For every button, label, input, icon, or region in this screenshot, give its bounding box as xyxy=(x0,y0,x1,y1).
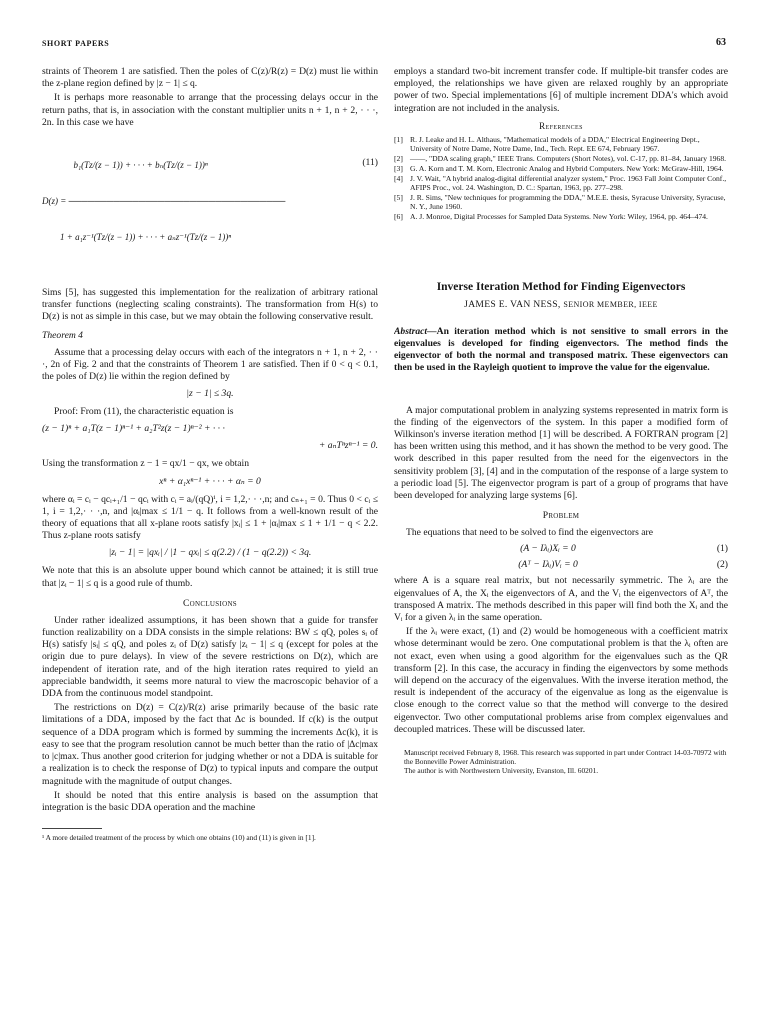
paragraph: If the λᵢ were exact, (1) and (2) would be homogeneous with a coefficient matrix whose determinant would be zero. One computational problem is that the λᵢ often are not exact, even when using a good algorithm for the eigenvalues such as the QR transform [2]. In this case, the accuracy in finding the eigenvectors by some methods will depend on the accuracy of the eigenvalues. With the inverse iteration method, the result is independent of the accuracy of the eigenvalue as long as the eigenvalue is close enough to the correct value so that the method will converge to the desired eigenvector. Two other computational problems arise from complex eigenvalues and decoupled matrices. These will be discussed later. xyxy=(394,626,728,735)
theorem-label: Theorem 4 xyxy=(42,329,83,341)
equation-polynomial: xⁿ + α₁xⁿ⁻¹ + · · · + αₙ = 0 xyxy=(159,475,261,487)
equation-11 xyxy=(42,135,378,279)
paragraph: The restrictions on D(z) = C(z)/R(z) arise primarily because of the basic rate limitations of a DDA, imposed by the fact that Δc is bounded. If c(k) is the output sequence of a DDA program which is formed by summing the increments Δc(k), it is easy to see that the program resolution cannot be much better than the ratio of |Δc|max to |c|max. Thus another good criterion for judging whether or not a DDA is suitable for a realization is to check the response of D(z) to typical inputs and compare the output magnitude with the magnitude of output changes. xyxy=(42,702,378,787)
equation-number: (2) xyxy=(716,559,728,571)
paragraph: The equations that need to be solved to find the eigenvectors are xyxy=(406,527,653,539)
abstract-text: An iteration method which is not sensitive to small errors in the eigenvalues is developed for finding eigenvectors. The method finds the eigenvector of both the normal and transposed matrix. These eigenvectors can then be used in the Rayleigh quotient to improve the value for the eigenvalue. xyxy=(394,325,728,374)
paragraph: Under rather idealized assumptions, it has been shown that a guide for transfer function realizability on a DDA consists in the simple relations: BW ≤ qQ, poles sᵢ of H(s) satisfy |sᵢ| ≤ qQ, and poles zᵢ of D(z) satisfy |zᵢ − 1| ≤ q (except for poles at the origin due to pure delays). In view of the severe restrictions on D(z), which are independent of iteration rate, and of the high iteration rates required to yield an appreciable bandwidth, it seems more natural to view the macroscopic behavior of a DDA from the continuous model standpoint. xyxy=(42,614,378,700)
reference-item: [4] J. V. Wait, "A hybrid analog-digital differential analyzer system," Proc. 1963 Fall Joint Computer Conf., AFIPS Proc., vol. 24. Washington, D. C.: Spartan, 1963, pp. 277–298. xyxy=(394,173,727,192)
abstract-label: Abstract— xyxy=(394,325,437,337)
references-heading: References xyxy=(539,120,583,131)
article-title: Inverse Iteration Method for Finding Eigenvectors xyxy=(436,280,686,293)
section-heading-conclusions: Conclusions xyxy=(182,597,238,609)
equation-11-denominator: 1 + a₁z⁻¹(Tz/(z − 1)) + · · · + aₙz⁻¹(Tz/(z − 1))ⁿ xyxy=(42,232,232,243)
reference-item: [6] A. J. Monroe, Digital Processes for Sampled Data Systems. New York: Wiley, 1964, pp. 464–474. xyxy=(394,211,708,221)
equation-region: |z − 1| ≤ 3q. xyxy=(186,388,234,400)
paragraph: employs a standard two-bit increment transfer code. If multiple-bit transfer codes are employed, the relationships we have given are relaxed roughly by an appropriate power of two. Special implementations [6] of multiple increment DDA's which avoid integration are not included in the analysis. xyxy=(394,66,728,114)
page-number: 63 xyxy=(716,37,726,48)
paragraph: Assume that a processing delay occurs with each of the integrators n + 1, n + 2, · · ·, 2n of Fig. 2 and that the constraints of Theorem 1 are satisfied. Then if 0 < q < 0.1, the poles of D(z) lie within the region defined by xyxy=(42,346,378,383)
reference-item: [2] ——, "DDA scaling graph," IEEE Trans. Computers (Short Notes), vol. C-17, pp. 81–84, January 1968. xyxy=(394,153,727,163)
paragraph: where αᵢ = cᵢ − qcᵢ₊₁/1 − qcᵢ with cᵢ = aᵢ/(qQ)ⁱ, i = 1,2,· · ·,n; and cₙ₊₁ = 0. Thus 0 < cᵢ ≤ 1, i = 1,2,· · ·,n, and |αᵢ|max ≤ 1/1 − q. It follows from a well-known result of the theory of equations that all x-plane roots satisfy |xᵢ| ≤ 1 + |αᵢ|max ≤ 1 + 1/1 − q < 2.2. Thus z-plane roots satisfy xyxy=(42,493,378,542)
reference-item: [3] G. A. Korn and T. M. Korn, Electronic Analog and Hybrid Computers. New York: McGraw-Hill, 1964. xyxy=(394,163,724,173)
author-name: JAMES E. VAN NESS, xyxy=(464,298,561,310)
author-affiliation: The author is with Northwestern University, Evanston, Ill. 60201. xyxy=(404,766,599,776)
manuscript-note xyxy=(394,748,728,775)
equation-characteristic-line2: + aₙTⁿzⁿ⁻¹ = 0. xyxy=(318,440,378,452)
reference-list xyxy=(394,135,728,221)
paragraph: We note that this is an absolute upper bound which cannot be attained; it is still true that |zᵢ − 1| ≤ q is a good rule of thumb. xyxy=(42,565,378,589)
equation-2 xyxy=(394,559,728,570)
equation-1 xyxy=(394,543,728,554)
abstract xyxy=(394,326,728,375)
right-column xyxy=(394,66,728,1004)
equation-bound: |zᵢ − 1| = |qxᵢ| / |1 − qxᵢ| ≤ q(2.2) / (1 − q(2.2)) < 3q. xyxy=(108,547,312,559)
paragraph: It is perhaps more reasonable to arrange that the processing delays occur in the return paths, that is, in association with the constant multiplier units n + 1, n + 2, · · ·, 2n. In this case we have xyxy=(42,92,378,128)
reference-item: [1] R. J. Leake and H. L. Althaus, "Mathematical models of a DDA," Electrical Engineering Dept., University of Notre Dame, Notre Dame, Ind., Tech. Rept. EE 674, February 1967. xyxy=(394,134,700,153)
running-header-title: SHORT PAPERS xyxy=(42,39,110,48)
paragraph: It should be noted that this entire analysis is based on the assumption that integration is the basic DDA operation and the machine xyxy=(42,789,378,813)
author-byline xyxy=(394,299,728,310)
paragraph: straints of Theorem 1 are satisfied. Then the poles of C(z)/R(z) = D(z) must lie within the z-plane region defined by |z − 1| ≤ q. xyxy=(42,66,378,90)
equation-1-body: (A − Iλᵢ)Xᵢ = 0 xyxy=(520,543,576,555)
paragraph: Sims [5], has suggested this implementation for the realization of arbitrary rational transfer functions (neglecting scaling constraints). The transformation from H(s) to D(z) is not as simple in this case, but we may obtain the following conservative result. xyxy=(42,287,378,323)
reference-item: [5] J. R. Sims, "New techniques for programming the DDA," M.E.E. thesis, Syracuse University, Syracuse, N. Y., June 1960. xyxy=(394,192,726,211)
author-role: SENIOR MEMBER, IEEE xyxy=(563,299,658,309)
left-column xyxy=(42,66,378,1004)
paragraph: Using the transformation z − 1 = qx/1 − qx, we obtain xyxy=(42,458,250,470)
equation-2-body: (Aᵀ − Iλᵢ)Vᵢ = 0 xyxy=(518,559,578,571)
section-heading-problem: Problem xyxy=(542,510,580,522)
equation-11-numerator: b₁(Tz/(z − 1)) + · · · + bₙ(Tz/(z − 1))ⁿ xyxy=(42,160,208,171)
footnote: ¹ A more detailed treatment of the process by which one obtains (10) and (11) is given in [1]. xyxy=(42,833,316,843)
equation-11-fraction-line: D(z) = ────────────────────────────────── xyxy=(42,196,286,207)
manuscript-received: Manuscript received February 8, 1968. This research was supported in part under Contract 14-03-70972 with the Bonneville Power Administration. xyxy=(404,748,727,767)
paragraph: A major computational problem in analyzing systems represented in matrix form is the finding of the eigenvectors of the system. In this paper a modified form of Wilkinson's inverse iteration method [1] will be described. A FORTRAN program [2] has been written using this method, and it has shown the method to be very good. The work described in this paper resulted from the need for the eigenvectors in the sensitivity problem [3], [4] and in the computation of the response of a large system to a periodic load [5]. The eigenvector program is part of a group of programs that have been developed for analyzing large systems [6]. xyxy=(394,404,728,502)
equation-characteristic-line1: (z − 1)ⁿ + a₁T(z − 1)ⁿ⁻¹ + a₂T²z(z − 1)ⁿ⁻² + · · · xyxy=(42,423,225,435)
footnote-divider xyxy=(42,828,102,829)
equation-number: (1) xyxy=(716,543,728,555)
running-header xyxy=(42,37,726,51)
paragraph: Proof: From (11), the characteristic equation is xyxy=(54,406,234,418)
paragraph: where A is a square real matrix, but not necessarily symmetric. The λᵢ are the eigenvalues of A, the Xᵢ the eigenvectors of A, and the Vᵢ the eigenvectors of Aᵀ, the transposed A matrix. The methods described in this paper will find both the Xᵢ and the Vᵢ for a given λᵢ in the same operation. xyxy=(394,575,728,624)
equation-number: (11) xyxy=(362,157,378,169)
